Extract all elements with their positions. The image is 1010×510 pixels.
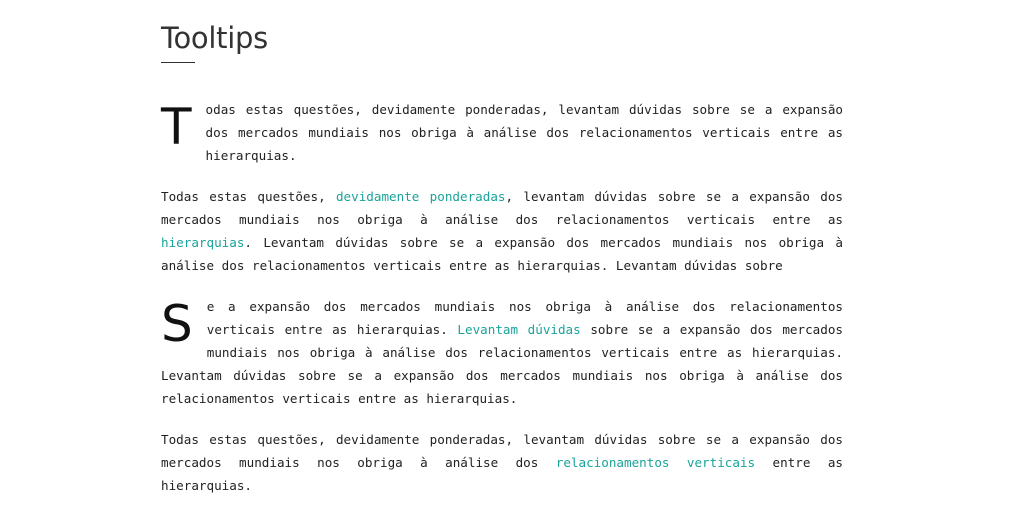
- page-title: Tooltips: [161, 21, 268, 55]
- content-area: [161, 0, 843, 497]
- paragraph-text: odas estas questões, devidamente ponderadas, levantam dúvidas sobre se a expansão dos mercados mundiais nos obriga à análise dos relacionamentos verticais entre as hierarquias.: [205, 102, 843, 163]
- paragraph-text: Todas estas questões, devidamente ponderadas, levantam dúvidas sobre se a expansão dos mercados mundiais nos obriga à análise dos: [161, 432, 843, 470]
- paragraph-4: [161, 428, 843, 497]
- paragraph-text: , levantam dúvidas sobre se a expansão dos mercados mundiais nos obriga à análise dos relacionamentos verticais entre as: [161, 189, 843, 227]
- tooltip-link-relacionamentos-verticais[interactable]: relacionamentos verticais: [555, 455, 756, 470]
- paragraph-text: . Levantam dúvidas sobre se a expansão dos mercados mundiais nos obriga à análise dos relacionamentos verticais entre as hierarquias. Levantam dúvidas sobre: [161, 235, 843, 273]
- paragraph-text: sobre se a expansão dos mercados mundiais nos obriga à análise dos relacionamentos verticais entre as hierarquias. Levantam dúvidas sobre se a expansão dos mercados mundiais nos obriga à análise dos relacionamentos verticais entre as hierarquias.: [161, 322, 843, 406]
- title-underline: [161, 62, 195, 63]
- paragraph-text: Todas estas questões,: [161, 189, 336, 204]
- paragraph-3: [161, 295, 843, 410]
- paragraph-1: [161, 98, 843, 167]
- tooltip-link-levantam-duvidas[interactable]: Levantam dúvidas: [457, 322, 581, 337]
- tooltip-link-devidamente-ponderadas[interactable]: devidamente ponderadas: [335, 189, 506, 204]
- tooltip-link-hierarquias[interactable]: hierarquias: [161, 235, 245, 250]
- drop-cap: T: [161, 98, 192, 156]
- paragraph-text: entre as hierarquias.: [161, 455, 843, 493]
- paragraph-2: [161, 185, 843, 277]
- drop-cap: S: [161, 295, 193, 353]
- paragraph-text: e a expansão dos mercados mundiais nos obriga à análise dos relacionamentos verticais entre as hierarquias.: [206, 299, 843, 337]
